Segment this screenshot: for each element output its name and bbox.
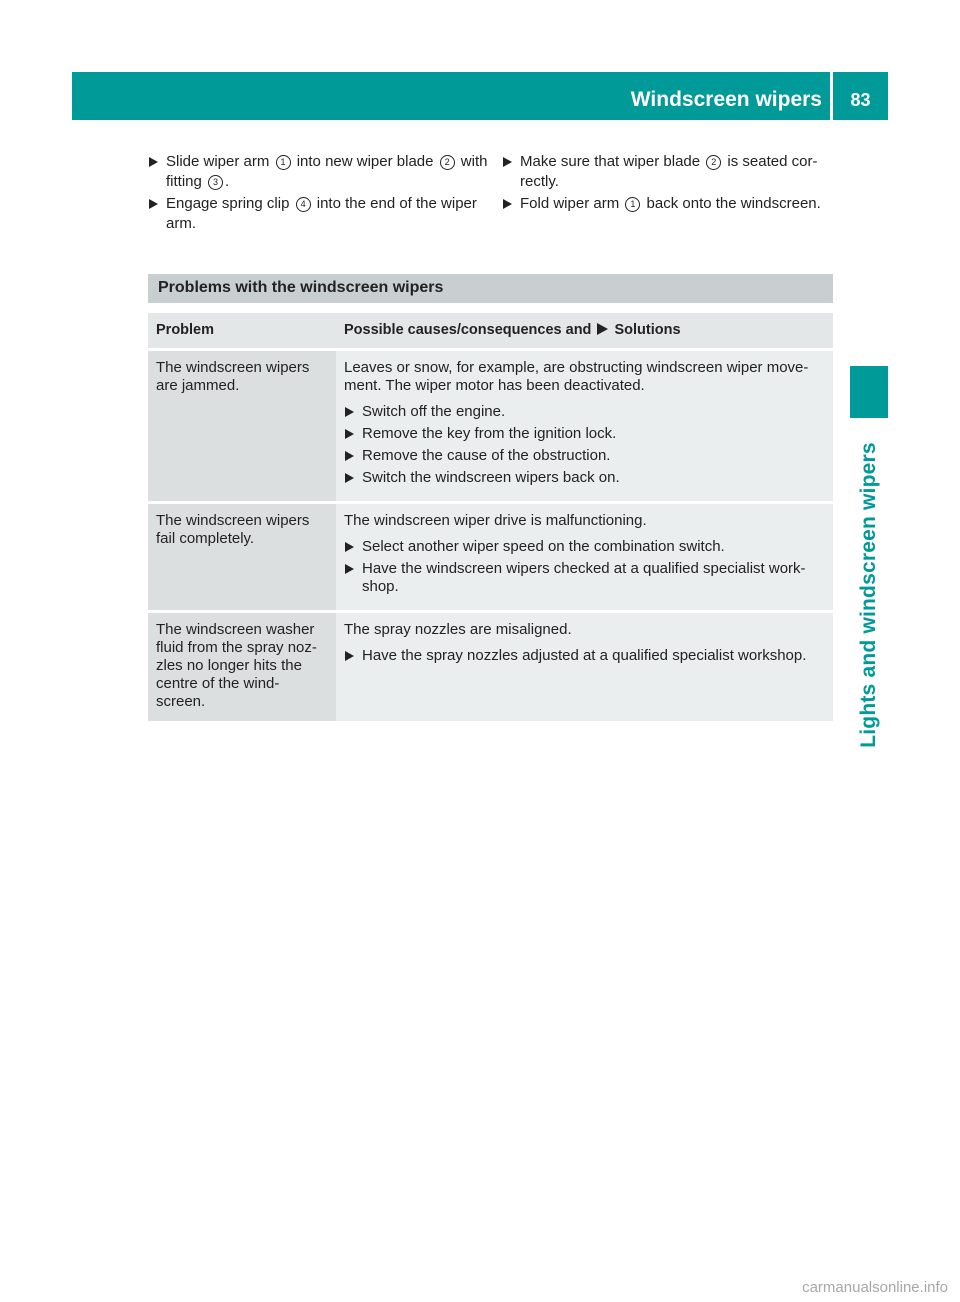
cause-text: The spray nozzles are misaligned. — [344, 621, 572, 638]
callout-number-icon: 2 — [440, 155, 455, 170]
step-arrow-icon — [345, 473, 354, 483]
instructions-right — [502, 152, 834, 216]
step-arrow-icon — [345, 407, 354, 417]
step-arrow-icon — [345, 564, 354, 574]
step-arrow-icon — [503, 157, 512, 167]
solution-step — [344, 469, 825, 487]
step-text: Switch off the engine. — [362, 403, 506, 420]
step-arrow-icon — [503, 199, 512, 209]
solution-step — [344, 538, 825, 556]
column-header-problem: Problem — [148, 313, 336, 348]
callout-number-icon: 1 — [625, 197, 640, 212]
step-text: Fold wiper arm — [520, 195, 624, 212]
step-text: Slide wiper arm — [166, 153, 274, 170]
step-text: is seated cor-rectly. — [520, 153, 818, 190]
solution-step — [344, 403, 825, 421]
step-text: into the end of the wiper arm. — [166, 195, 477, 232]
callout-number-icon: 1 — [276, 155, 291, 170]
problem-cell: The windscreen wipers are jammed. — [148, 351, 336, 501]
table-row — [148, 351, 833, 501]
page-number: 83 — [850, 90, 871, 110]
step-text: Engage spring clip — [166, 195, 294, 212]
table-header-row — [148, 313, 833, 348]
solution-step — [344, 560, 825, 596]
step-text: . — [225, 173, 230, 190]
step-arrow-icon — [345, 429, 354, 439]
cause-text: Leaves or snow, for example, are obstructing windscreen wiper move-ment. The wiper motor has been deactivated. — [344, 359, 809, 394]
chapter-tab-marker — [850, 366, 888, 418]
causes-header-text: Possible causes/consequences and — [344, 322, 592, 338]
step-text: Make sure that wiper blade — [520, 153, 705, 170]
step-text: Have the spray nozzles adjusted at a qualified specialist workshop. — [362, 647, 807, 664]
chapter-label: Lights and windscreen wipers — [857, 442, 880, 748]
section-heading — [148, 274, 833, 303]
callout-number-icon: 4 — [296, 197, 311, 212]
step-arrow-icon — [149, 199, 158, 209]
step-text: Have the windscreen wipers checked at a qualified specialist work-shop. — [362, 560, 806, 595]
page-header — [72, 72, 888, 120]
step-arrow-icon — [345, 542, 354, 552]
header-title: Windscreen wipers — [630, 88, 822, 111]
instruction-step — [502, 152, 834, 192]
step-arrow-icon — [149, 157, 158, 167]
column-header-causes — [336, 313, 833, 348]
instruction-step — [148, 152, 488, 192]
problems-table — [148, 310, 833, 724]
solution-cell — [336, 504, 833, 610]
problem-cell: The windscreen wipers fail completely. — [148, 504, 336, 610]
step-arrow-icon — [345, 451, 354, 461]
step-text: Remove the cause of the obstruction. — [362, 447, 611, 464]
step-arrow-icon — [345, 651, 354, 661]
solution-step — [344, 647, 825, 665]
step-text: into new wiper blade — [292, 153, 438, 170]
table-row — [148, 613, 833, 721]
solution-cell — [336, 613, 833, 721]
solution-step — [344, 447, 825, 465]
instruction-step — [502, 194, 834, 214]
step-text: with fitting — [166, 153, 488, 190]
step-text: Switch the windscreen wipers back on. — [362, 469, 620, 486]
instruction-step — [148, 194, 488, 234]
play-arrow-icon — [597, 323, 608, 335]
step-text: Remove the key from the ignition lock. — [362, 425, 617, 442]
step-text: back onto the windscreen. — [642, 195, 821, 212]
callout-number-icon: 3 — [208, 175, 223, 190]
table-row — [148, 504, 833, 610]
section-title: Problems with the windscreen wipers — [158, 279, 444, 296]
instructions-left — [148, 152, 488, 236]
step-text: Select another wiper speed on the combination switch. — [362, 538, 725, 555]
solutions-header-text: Solutions — [614, 322, 681, 338]
watermark: carmanualsonline.info — [802, 1279, 948, 1296]
problem-cell: The windscreen washer fluid from the spray noz-zles no longer hits the centre of the wind-screen. — [148, 613, 336, 721]
callout-number-icon: 2 — [706, 155, 721, 170]
solution-step — [344, 425, 825, 443]
cause-text: The windscreen wiper drive is malfunctioning. — [344, 512, 647, 529]
solution-cell — [336, 351, 833, 501]
